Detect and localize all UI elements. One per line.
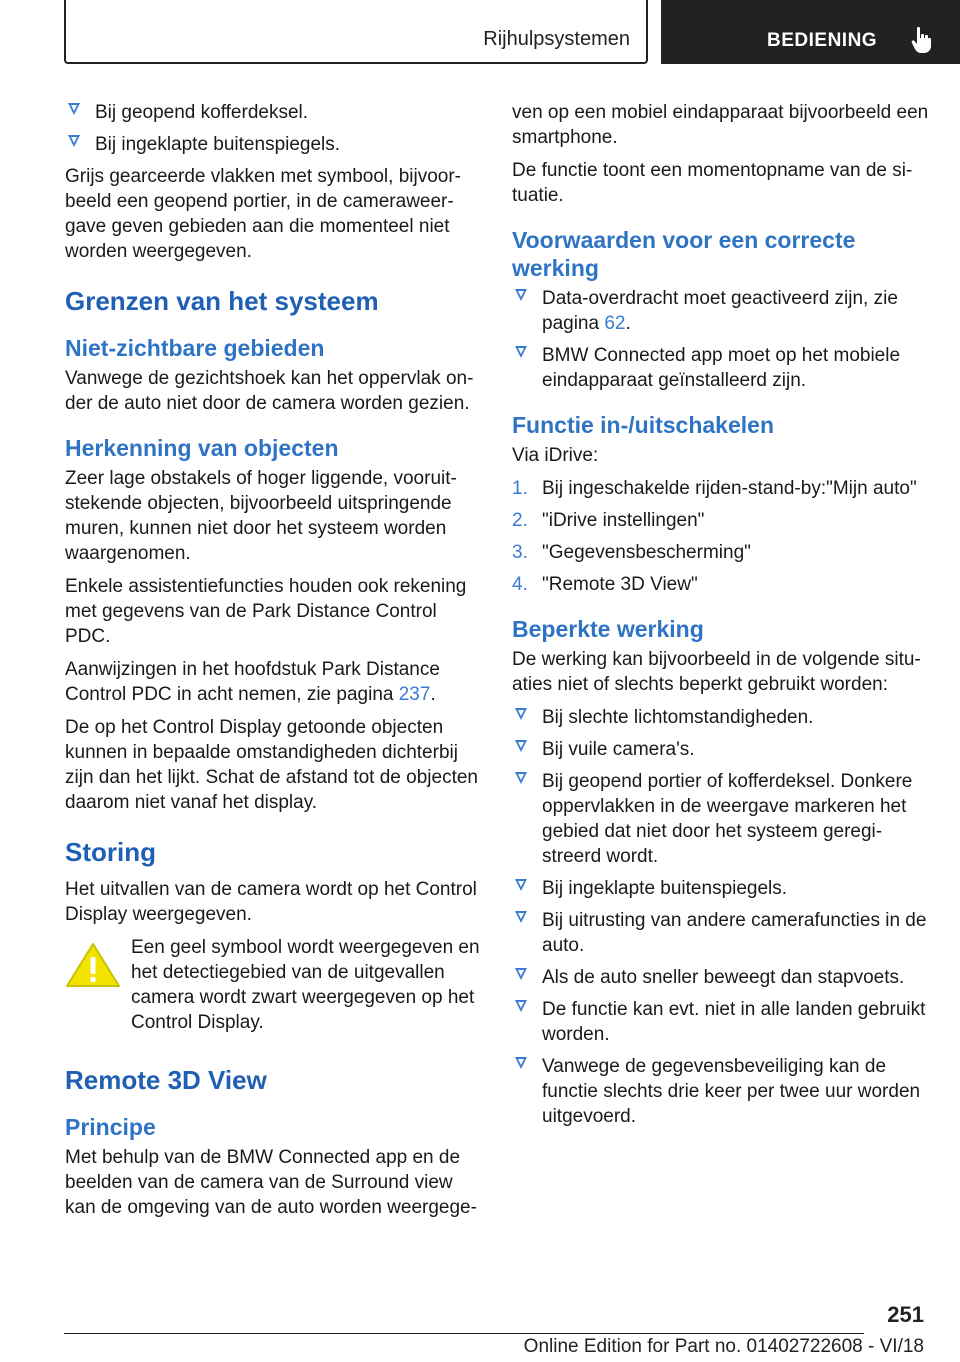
step-item: 4. "Remote 3D View": [512, 574, 698, 595]
paragraph: De op het Control Display getoonde objecten kunnen in bepaalde omstandigheden dichterbij zijn dan het lijkt. Schat de afstand tot de objecten daarom niet vanaf het display.: [65, 717, 478, 813]
list-item: Data-overdracht moet geactiveerd zijn, zie pagina 62.: [512, 286, 930, 336]
triangle-bullet-icon: [515, 289, 527, 301]
list-item: Bij geopend portier of kofferdeksel. Donkere oppervlakken in de weergave markeren het gebied dat niet door het systeem geregi-streerd wordt.: [512, 769, 930, 869]
triangle-bullet-icon: [68, 135, 80, 147]
heading-limits: Grenzen van het systeem: [65, 286, 379, 316]
list-item: Als de auto sneller beweegt dan stapvoets.: [512, 965, 930, 990]
triangle-bullet-icon: [515, 968, 527, 980]
hand-pointer-icon: [911, 26, 933, 54]
paragraph: Het uitvallen van de camera wordt op het Control Display weergegeven.: [65, 879, 477, 925]
paragraph: Zeer lage obstakels of hoger liggende, vooruit-stekende objecten, bijvoorbeeld uitspringende muren, kunnen niet door het systeem worden waargenomen.: [65, 468, 457, 564]
triangle-bullet-icon: [68, 103, 80, 115]
list-item: BMW Connected app moet op het mobiele eindapparaat geïnstalleerd zijn.: [512, 343, 930, 393]
paragraph: ven op een mobiel eindapparaat bijvoorbeeld een smartphone.: [512, 102, 929, 148]
warning-triangle-icon: [65, 941, 121, 989]
paragraph: Grijs gearceerde vlakken met symbool, bijvoor-beeld een geopend portier, in de cameraweer-gave geven gebieden aan die momenteel niet worden weergegeven.: [65, 166, 461, 262]
step-item: 3. "Gegevensbescherming": [512, 542, 751, 563]
paragraph: Vanwege de gezichtshoek kan het oppervlak on-der de auto niet door de camera worden gezien.: [65, 368, 474, 414]
paragraph: Via iDrive:: [512, 445, 599, 466]
triangle-bullet-icon: [515, 911, 527, 923]
paragraph: Aanwijzingen in het hoofdstuk Park Distance Control PDC in acht nemen, zie pagina 237.: [65, 659, 440, 705]
heading-conditions: Voorwaarden voor een correcte werking: [512, 227, 856, 281]
paragraph: De werking kan bijvoorbeeld in de volgende situ-aties niet of slechts beperkt gebruikt worden:: [512, 649, 921, 695]
list-item: Bij uitrusting van andere camerafuncties in de auto.: [512, 908, 930, 958]
list-item: Vanwege de gegevensbeveiliging kan de functie slechts drie keer per twee uur worden uitgevoerd.: [512, 1054, 930, 1129]
list-item: Bij ingeklapte buitenspiegels.: [512, 876, 930, 901]
list-item: Bij ingeklapte buitenspiegels.: [65, 132, 481, 157]
list-item: Bij geopend kofferdeksel.: [65, 100, 481, 125]
heading-fault: Storing: [65, 837, 156, 867]
step-item: 2. "iDrive instellingen": [512, 510, 705, 531]
heading-invisible-areas: Niet-zichtbare gebieden: [65, 335, 325, 361]
footer-divider: [64, 1333, 864, 1334]
step-item: 1. Bij ingeschakelde rijden-stand-by:"Mijn auto": [512, 478, 917, 499]
heading-limited-function: Beperkte werking: [512, 616, 704, 642]
page-link-62[interactable]: 62: [604, 313, 626, 334]
triangle-bullet-icon: [515, 772, 527, 784]
paragraph: De functie toont een momentopname van de si-tuatie.: [512, 160, 913, 206]
page-link-237[interactable]: 237: [398, 684, 431, 705]
heading-principle: Principe: [65, 1114, 156, 1140]
section-title: Rijhulpsystemen: [483, 28, 630, 50]
triangle-bullet-icon: [515, 708, 527, 720]
triangle-bullet-icon: [515, 1057, 527, 1069]
triangle-bullet-icon: [515, 1000, 527, 1012]
edition-footer: Online Edition for Part no. 01402722608 - VI/18: [523, 1336, 924, 1357]
chapter-title: BEDIENING: [767, 30, 878, 51]
triangle-bullet-icon: [515, 879, 527, 891]
list-item: Bij vuile camera's.: [512, 737, 930, 762]
paragraph: Enkele assistentiefuncties houden ook rekening met gegevens van de Park Distance Control PDC.: [65, 576, 467, 647]
right-column: [512, 100, 930, 1136]
heading-object-detection: Herkenning van objecten: [65, 435, 339, 461]
triangle-bullet-icon: [515, 740, 527, 752]
paragraph: Met behulp van de BMW Connected app en de beelden van de camera van de Surround view kan de omgeving van de auto worden weergege-: [65, 1147, 477, 1218]
list-item: De functie kan evt. niet in alle landen gebruikt worden.: [512, 997, 930, 1047]
triangle-bullet-icon: [515, 346, 527, 358]
page-number: 251: [887, 1302, 924, 1327]
warning-text: Een geel symbool wordt weergegeven en het detectiegebied van de uitgevallen camera wordt zwart weergegeven op het Control Display.: [131, 937, 480, 1033]
chapter-tab[interactable]: [661, 0, 960, 64]
left-column: [65, 100, 481, 1228]
heading-remote-3d-view: Remote 3D View: [65, 1065, 267, 1095]
heading-switch: Functie in-/uitschakelen: [512, 412, 774, 438]
warning-note: [65, 935, 481, 1035]
list-item: Bij slechte lichtomstandigheden.: [512, 705, 930, 730]
